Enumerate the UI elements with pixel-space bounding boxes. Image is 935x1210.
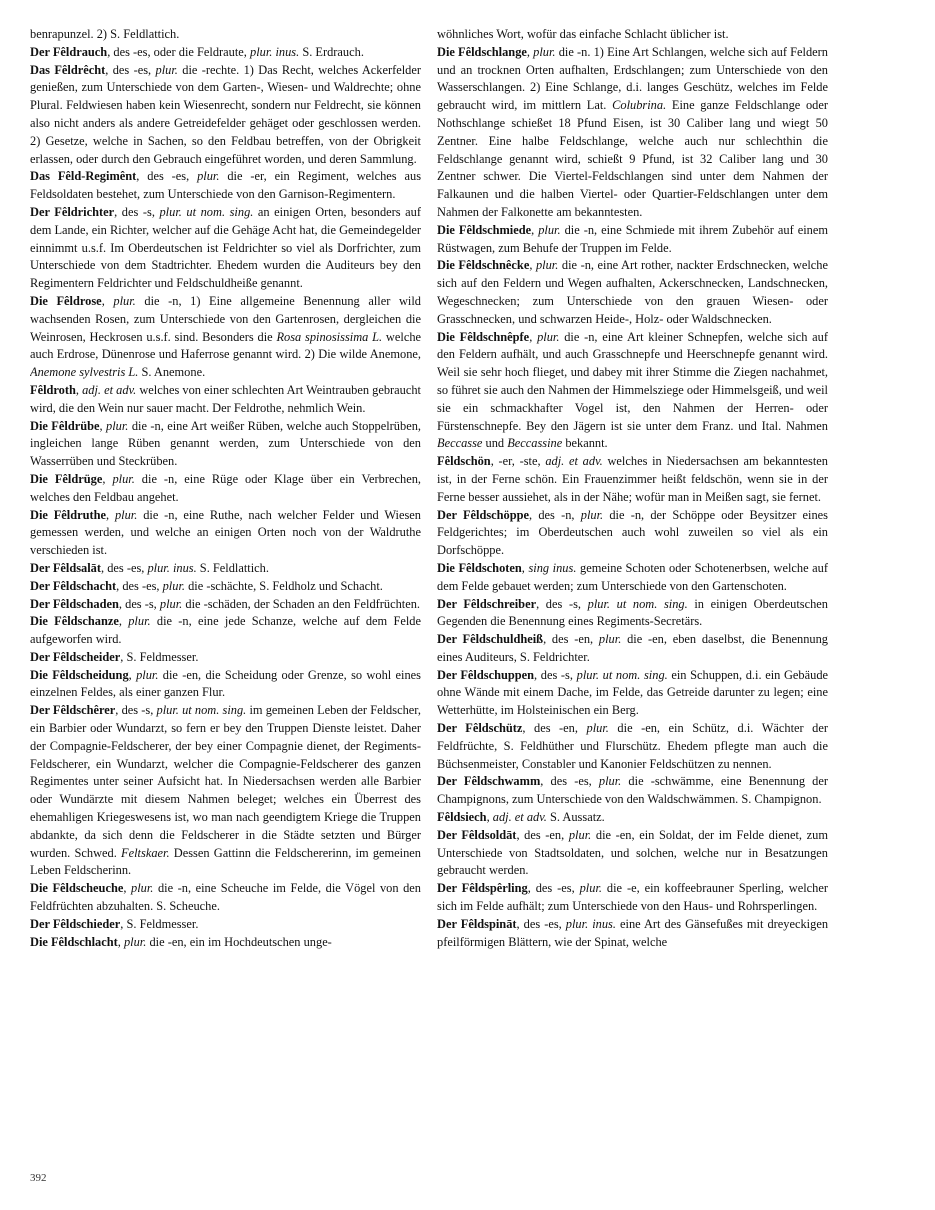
dictionary-entry [30, 578, 421, 596]
dictionary-entry [437, 631, 828, 667]
entry-headword: Der Fêldschaden [30, 596, 119, 611]
dictionary-entry [437, 507, 828, 560]
entry-headword: Fêldsiech [437, 810, 487, 825]
entry-definition: , plur. die -n. 1) Eine Art Schlangen, welche sich auf Feldern und an trocknen Orten aufhalten, Erdschlangen; zum Unterschiede von den Wasserschlangen. 2) Eine Schlange, d.i. langes Geschütz, welches im Felde gebraucht wird, im mittlern Lat. Colubrina. Eine ganze Feldschlange oder Nothschlange schießet 18 Pfund Eisen, ist 30 Caliber lang und wiegt 50 Zentner. Eine halbe Feldschlange, welche auch nur schlechthin die Feldschlange genannt wird, schießt 9 Pfund, ist 32 Caliber lang und 30 Zentner schwer. Die Viertel-Feldschlangen sind unter dem Nahmen der Falkaunen und die halben Viertel- oder Quartier-Feldschlangen unter dem Nahmen der Falkonette am bekanntesten. [437, 44, 828, 219]
entry-definition: , plur. die -n, eine Schmiede mit ihrem Zubehör auf einem Rüstwagen, zum Behufe der Truppen im Felde. [437, 222, 828, 255]
entry-definition: , des -es, plur. die -schwämme, eine Benennung der Champignons, zum Unterschiede von den Waldschwämmen. S. Champignon. [437, 774, 828, 807]
dictionary-entry [437, 257, 828, 328]
entry-definition: , des -es, plur. die -er, ein Regiment, welches aus Feldsoldaten bestehet, zum Unterschiede von den Garnison-Regimentern. [30, 169, 421, 202]
dictionary-entry [30, 667, 421, 703]
dictionary-entry [30, 62, 421, 169]
entry-headword: Die Fêldscheuche [30, 881, 124, 896]
dictionary-entry [437, 773, 828, 809]
entry-definition: , plur. die -en, ein im Hochdeutschen unge- [117, 934, 332, 949]
page-number: 392 [30, 1172, 47, 1184]
dictionary-entry [30, 916, 421, 934]
dictionary-entry [30, 418, 421, 471]
entry-definition: , S. Feldmesser. [120, 916, 199, 931]
entry-definition: , sing inus. gemeine Schoten oder Schotenerbsen, welche auf dem Felde gebauet werden; zum Unterschiede von den Gartenschoten. [437, 560, 828, 593]
dictionary-entry [30, 293, 421, 382]
entry-headword: Der Fêldsoldāt [437, 827, 517, 842]
entry-headword: Das Fêld-Regimênt [30, 169, 137, 184]
entry-headword: Das Fêldrêcht [30, 62, 106, 77]
entry-definition: , plur. die -en, die Scheidung oder Grenze, so wohl eines einzelnen Feldes, als einer ganzen Flur. [30, 667, 421, 700]
dictionary-entry [437, 720, 828, 773]
dictionary-entry [437, 596, 828, 632]
entry-definition: , des -s, plur. ut nom. sing. in einigen Oberdeutschen Gegenden die Benennung eines Regiments-Secretärs. [437, 596, 828, 629]
dictionary-entry [30, 168, 421, 204]
dictionary-entry [437, 329, 828, 454]
entry-definition: , S. Feldmesser. [120, 649, 199, 664]
entry-headword: Der Fêldspêrling [437, 881, 528, 896]
entry-definition: , adj. et adv. welches von einer schlechten Art Weintrauben gebraucht wird, die den Wein nur sauer macht. Der Feldrothe, nehmlich Wein. [30, 382, 421, 415]
entry-definition: , des -en, plur. die -en, ein Soldat, der im Felde dienet, zum Unterschiede von Stadtsoldaten, und solchen, welche nur in Besatzungen gebraucht werden. [437, 827, 828, 878]
entry-headword: Die Fêldschanze [30, 614, 119, 629]
dictionary-entry [437, 827, 828, 880]
dictionary-entry [30, 560, 421, 578]
entry-headword: Die Fêldschoten [437, 560, 522, 575]
left-column [30, 26, 421, 1176]
entry-headword: Die Fêldrose [30, 293, 102, 308]
entry-headword: Der Fêldschütz [437, 721, 523, 736]
entry-definition: , des -es, plur. die -e, ein koffeebrauner Sperling, welcher sich im Felde aufhält; zum Unterschiede von den Haus- und Rohrsperlingen. [437, 881, 828, 914]
entry-headword: Der Fêldschuldheiß [437, 632, 544, 647]
entry-definition: , des -s, plur. die -schäden, der Schaden an den Feldfrüchten. [118, 596, 421, 611]
entry-definition: , plur. die -n, eine Scheuche im Felde, die Vögel von den Feldfrüchten abzuhalten. S. Scheuche. [30, 881, 421, 914]
entry-headword: Die Fêldschnêpfe [437, 329, 530, 344]
entry-headword: Die Fêldschlange [437, 44, 527, 59]
entry-headword: Fêldroth [30, 382, 76, 397]
entry-definition: benrapunzel. 2) S. Feldlattich. [30, 27, 180, 41]
dictionary-entry [30, 507, 421, 560]
dictionary-entry [30, 613, 421, 649]
dictionary-entry [437, 667, 828, 720]
entry-headword: Der Fêldschuppen [437, 667, 535, 682]
entry-headword: Der Fêldrichter [30, 204, 115, 219]
entry-definition: , des -es, plur. inus. eine Art des Gänsefußes mit dreyeckigen pfeilförmigen Blättern, wie der Spinat, welche [437, 916, 828, 949]
dictionary-entry [30, 880, 421, 916]
entry-definition: , des -es, oder die Feldraute, plur. inus. S. Erdrauch. [107, 44, 364, 59]
entry-headword: Der Fêldschacht [30, 578, 117, 593]
entry-definition: , plur. die -n, eine Art kleiner Schnepfen, welche sich auf den Feldern aufhält, und auch Grasschnepfe und Heerschnepfe genannt wird. Weil sie sehr hoch flieget, und dabey mit ihrer Stimme die Ziegen nachahmet, so führet sie auch den Nahmen der Himmelsziege oder Himmelsgeiß, und weil sie ein schmackhafter Vogel ist, den Nahmen der Herren- oder Fürstenschnepfe. Bey den Jägern ist sie unter dem Franz. und Ital. Nahmen Beccasse und Beccassine bekannt. [437, 329, 828, 451]
entry-headword: Die Fêldruthe [30, 507, 107, 522]
entry-definition: wöhnliches Wort, wofür das einfache Schlacht üblicher ist. [437, 27, 729, 41]
dictionary-entry [437, 916, 828, 952]
entry-headword: Die Fêldschmiede [437, 222, 532, 237]
entry-headword: Der Fêldschwamm [437, 774, 541, 789]
entry-headword: Der Fêldschreiber [437, 596, 537, 611]
entry-headword: Der Fêldspināt [437, 916, 517, 931]
dictionary-entry [437, 44, 828, 222]
entry-definition: , des -en, plur. die -en, ein Schütz, d.i. Wächter der Feldfrüchte, S. Feldhüther und Flurschütz. Ehedem pflegte man auch die Büchsenmeister, Constabler und Kanonier Feldschützen zu nennen. [437, 721, 828, 771]
entry-definition: , plur. die -n, eine Rüge oder Klage über ein Verbrechen, welches den Feldbau angehet. [30, 471, 421, 504]
entry-definition: , des -es, plur. die -schächte, S. Feldholz und Schacht. [116, 578, 383, 593]
entry-headword: Die Fêldscheidung [30, 667, 129, 682]
entry-headword: Der Fêldsalāt [30, 560, 102, 575]
dictionary-entry [30, 471, 421, 507]
entry-definition: , des -s, plur. ut nom. sing. im gemeinen Leben der Feldscher, ein Barbier oder Wundarzt, so fern er bey den Truppen Dienste leistet. Daher der Compagnie-Feldscherer, der bey einer Compagnie dienet, der Regiments-Feldscherer, ein Wundarzt, welcher die Compagnie-Feldscherer des ganzen Regimentes unter seiner Aufsicht hat. In Niedersachsen werden alle Barbier oder Wundärzte mit diesem Nahmen beleget; welches ein Überrest des ehemahligen Kriegeswesens ist, wo man nach geendigtem Kriege die Truppen abdankte, da sich denn die Feldscherer in die Städte setzten und Bürger wurden. Schwed. Feltskaer. Dessen Gattinn die Feldschererinn, im gemeinen Leben Feldscherinn. [30, 703, 421, 878]
entry-headword: Die Fêldrüge [30, 471, 103, 486]
entry-headword: Die Fêldschnêcke [437, 258, 530, 273]
dictionary-entry [437, 453, 828, 506]
entry-definition: , des -es, plur. inus. S. Feldlattich. [101, 560, 269, 575]
dictionary-entry [437, 809, 828, 827]
entry-headword: Der Fêldschieder [30, 916, 121, 931]
entry-headword: Fêldschön [437, 454, 491, 469]
entry-definition: , des -n, plur. die -n, der Schöppe oder Beysitzer eines Feldgerichtes; im Oberdeutschen auch wohl zuweilen so viel als ein Dorfschöppe. [437, 507, 828, 558]
dictionary-page [30, 26, 828, 1176]
dictionary-entry [437, 222, 828, 258]
entry-definition: , plur. die -n, 1) Eine allgemeine Benennung aller wild wachsenden Rosen, zum Unterschiede von den Gartenrosen, dergleichen die Weinrosen, Heckrosen u.s.f. sind. Besonders die Rosa spinosissima L. welche auch Erdrose, Dünenrose und Haferrose genannt wird. 2) Die wilde Anemone, Anemone sylvestris L. S. Anemone. [30, 293, 421, 380]
dictionary-entry [30, 702, 421, 880]
entry-definition: , plur. die -n, eine Art weißer Rüben, welche auch Stoppelrüben, ingleichen lange Rüben genannt werden, zum Unterschiede von den Wasserrüben und Steckrüben. [30, 418, 421, 469]
entry-definition: , plur. die -n, eine Art rother, nackter Erdschnecken, welche sich auf den Feldern und Wegen aufhalten, Ackerschnecken, Landschnecken, Wegeschnecken; zum Unterschiede von den grauen Wiesen- oder Grasschnecken, und schwarzen Heide-, Holz- oder Waldschnecken. [437, 258, 828, 326]
entry-definition: , des -s, plur. ut nom. sing. ein Schuppen, d.i. ein Gebäude ohne Wände mit einem Dache, im Felde, das Getreide darunter zu legen; eine Wetterhütte, im Holsteinischen ein Berg. [437, 667, 828, 718]
dictionary-entry [30, 596, 421, 614]
entry-definition: , -er, -ste, adj. et adv. welches in Niedersachsen am bekanntesten ist, in der Ferne schön. Ein Frauenzimmer heißt feldschön, wenn sie in der Ferne besser aussiehet, als in der Nähe; wofür man in Meißen sagt, sie fernet. [437, 454, 828, 504]
dictionary-entry [30, 26, 421, 44]
entry-headword: Der Fêldschöppe [437, 507, 530, 522]
entry-definition: , des -s, plur. ut nom. sing. an einigen Orten, besonders auf dem Lande, ein Richter, welcher auf die Gehäge Acht hat, die Gemeindegelder einnimmt u.s.f. Im Oberdeutschen ist Feldrichter so viel als Dorfrichter, zum Unterschiede von dem Stadtrichter. Ehedem wurden die Auditeurs bey den Regimentern Feldrichter und Feldschuldheiße genannt. [30, 204, 421, 291]
right-column [437, 26, 828, 1176]
dictionary-entry [30, 382, 421, 418]
entry-headword: Der Fêldschêrer [30, 703, 116, 718]
dictionary-entry [30, 204, 421, 293]
entry-definition: , plur. die -n, eine Ruthe, nach welcher Felder und Wiesen gemessen werden, und welche an einigen Orten noch von der Waldruthe verschieden ist. [30, 507, 421, 558]
dictionary-entry [30, 44, 421, 62]
dictionary-entry [30, 649, 421, 667]
dictionary-entry [30, 934, 421, 952]
entry-definition: , adj. et adv. S. Aussatz. [486, 810, 605, 825]
entry-headword: Die Fêldschlacht [30, 934, 118, 949]
dictionary-entry [437, 560, 828, 596]
entry-definition: , des -en, plur. die -en, eben daselbst, die Benennung eines Auditeurs, S. Feldrichter. [437, 632, 828, 664]
dictionary-entry [437, 880, 828, 916]
dictionary-entry [437, 26, 828, 44]
entry-definition: , des -es, plur. die -rechte. 1) Das Recht, welches Ackerfelder genießen, zum Unterschiede von dem Garten-, Wiesen- und Waldrechte; ohne Plural. Feldwiesen haben kein Wiesenrecht, sondern nur Feldrecht, sie können also nicht anders als andere Getreidefelder gehäget oder geschlossen werden. 2) Gesetze, welche in Sachen, so den Feldbau betreffen, von der Obrigkeit erlassen, oder durch den Gebrauch eingeführet worden, und deren Sammlung. [30, 62, 421, 166]
entry-headword: Der Fêldscheider [30, 649, 121, 664]
entry-headword: Der Fêldrauch [30, 44, 108, 59]
entry-definition: , plur. die -n, eine jede Schanze, welche auf dem Felde aufgeworfen wird. [30, 614, 421, 647]
entry-headword: Die Fêldrübe [30, 418, 100, 433]
